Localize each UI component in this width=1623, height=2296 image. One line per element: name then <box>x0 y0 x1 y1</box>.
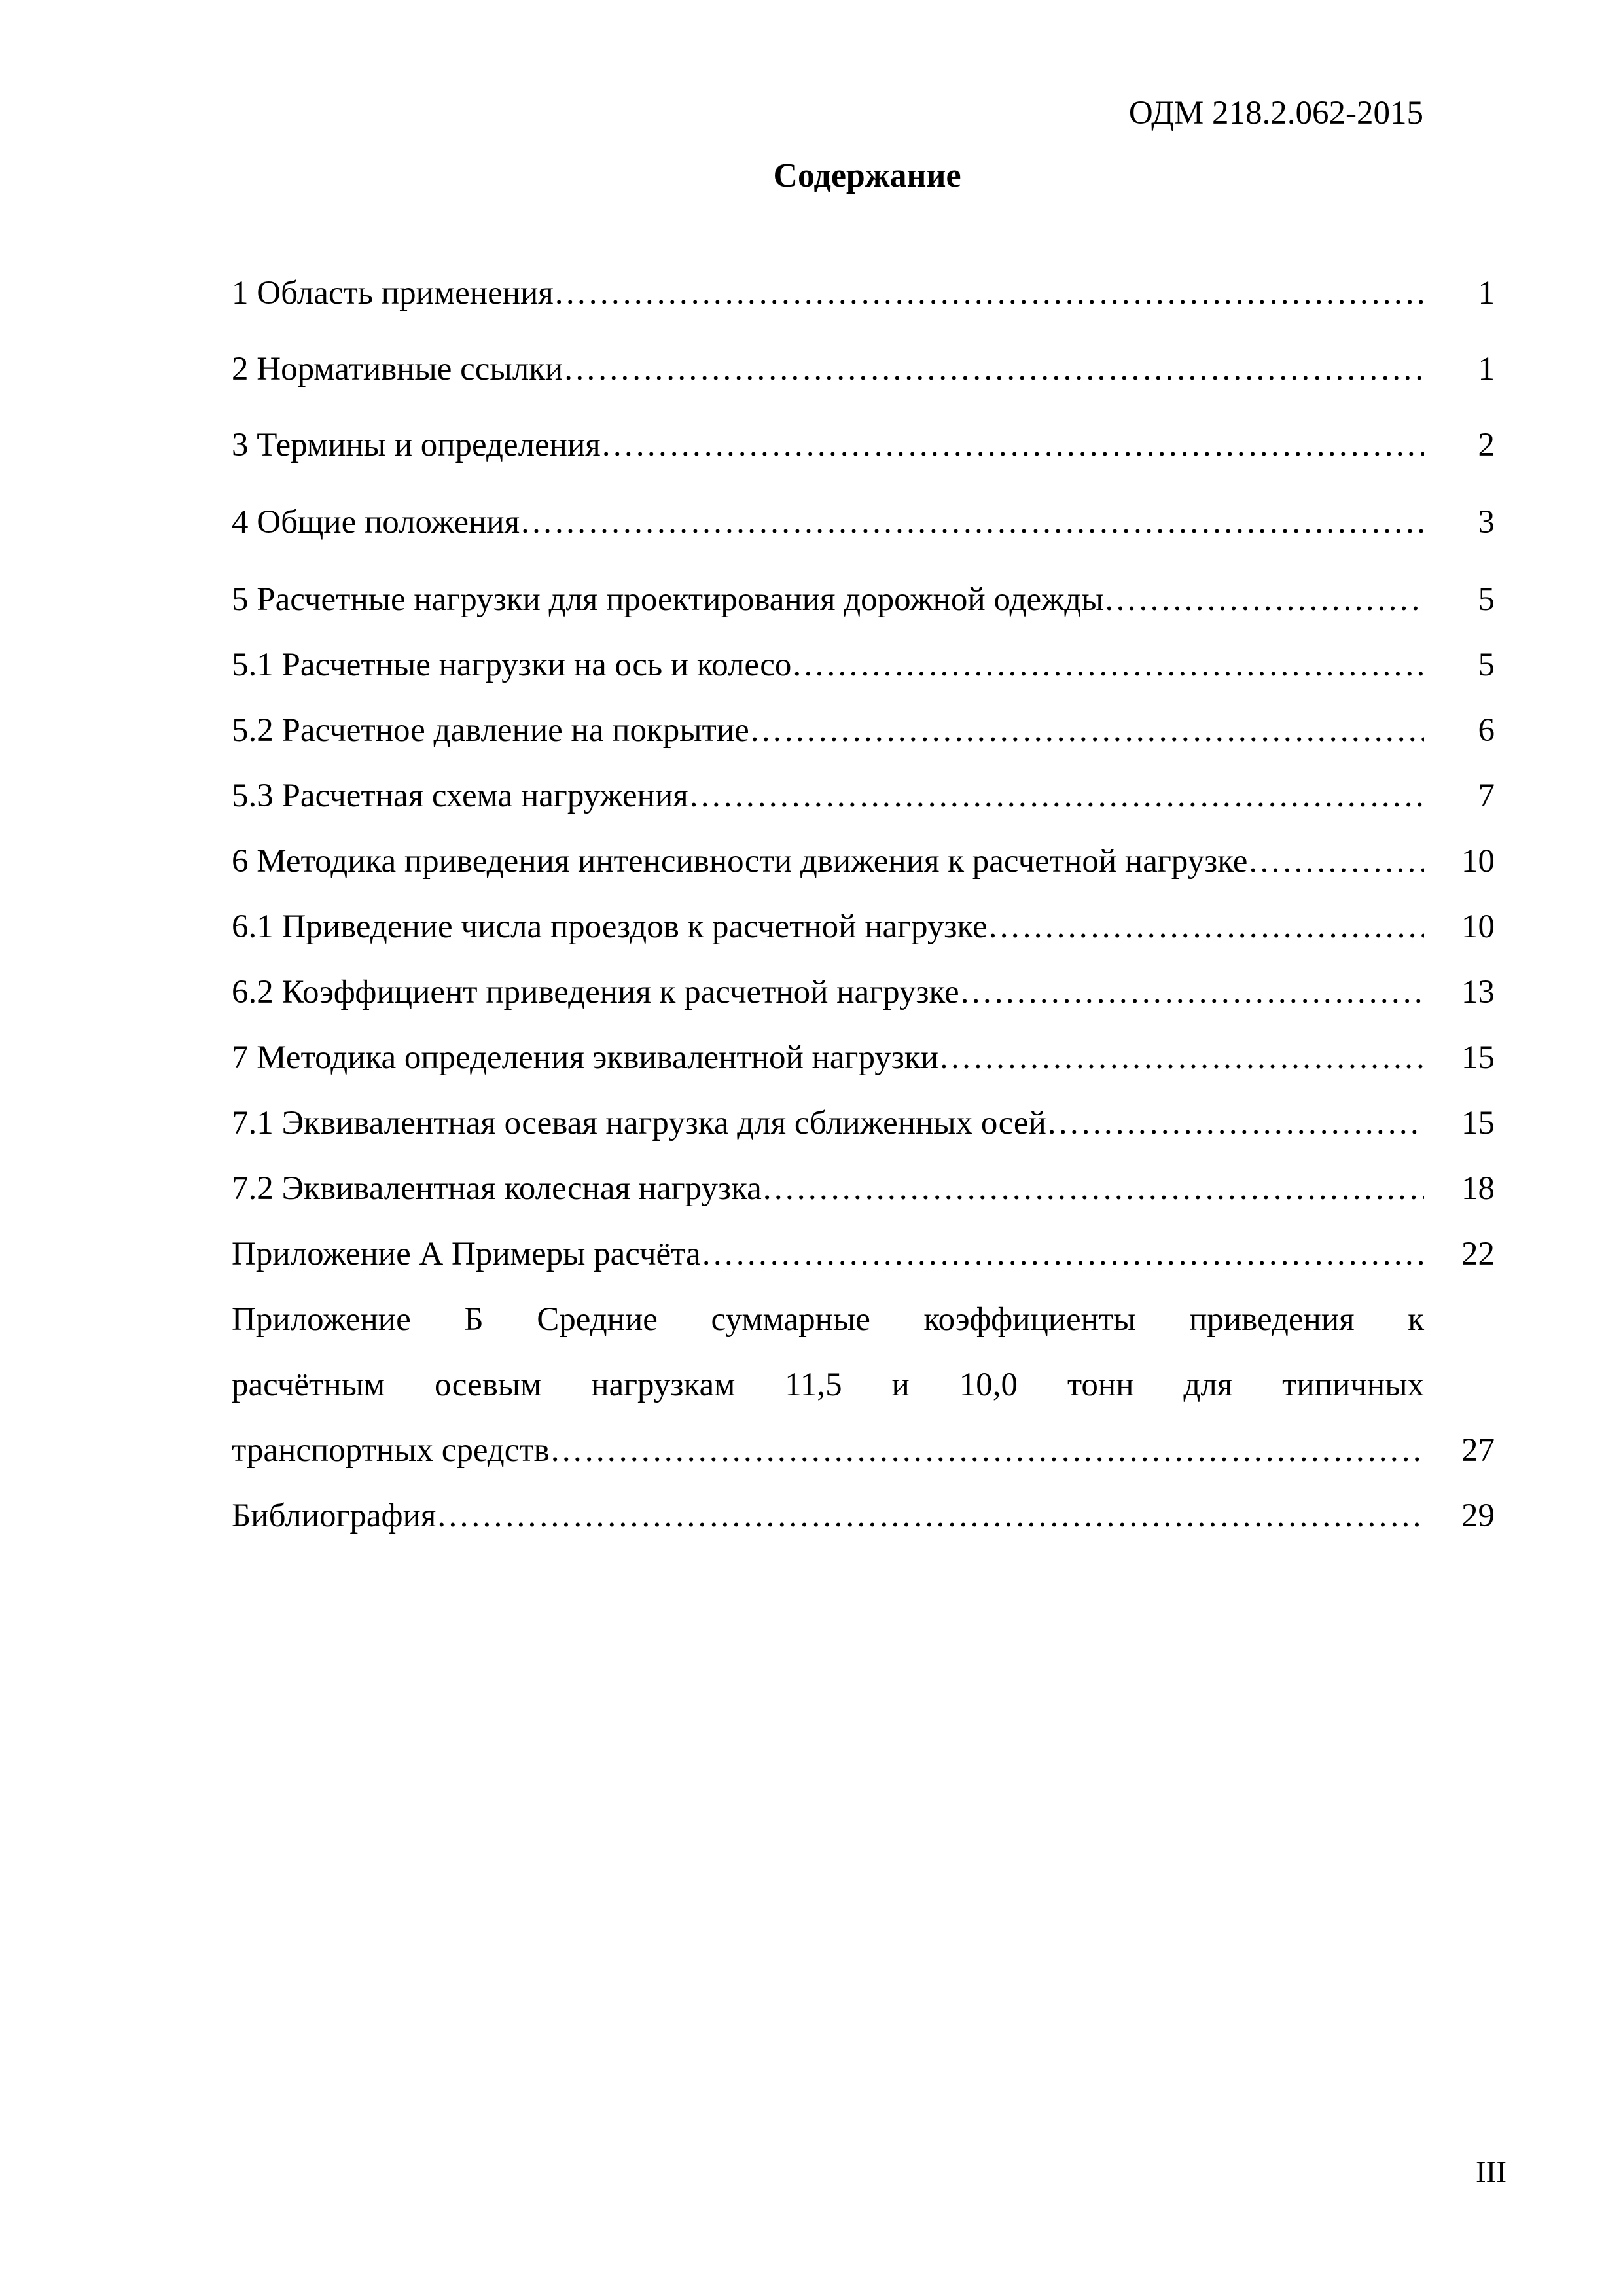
toc-entry[interactable] <box>232 711 1495 750</box>
toc-entry-title: 7.2 Эквивалентная колесная нагрузка <box>232 1170 762 1207</box>
toc-leader <box>1247 842 1424 881</box>
toc-entry[interactable] <box>232 842 1495 881</box>
toc-entry[interactable] <box>232 907 1495 946</box>
page-title: Содержание <box>773 157 961 194</box>
toc-entry-page: 7 <box>1478 778 1495 814</box>
toc-leader <box>701 1234 1424 1274</box>
toc-entry[interactable] <box>232 1431 1495 1470</box>
toc-entry-page: 2 <box>1478 427 1495 463</box>
toc-entry-page: 10 <box>1461 843 1495 880</box>
toc-leader <box>1104 580 1424 619</box>
toc-entry-title: 7 Методика определения эквивалентной нагрузки <box>232 1039 938 1076</box>
toc-entry-title: 7.1 Эквивалентная осевая нагрузка для сближенных осей <box>232 1105 1046 1141</box>
toc-leader <box>762 1169 1424 1208</box>
toc-entry-page: 13 <box>1461 974 1495 1011</box>
toc-leader <box>554 274 1424 313</box>
toc-entry-title: 2 Нормативные ссылки <box>232 351 563 387</box>
toc-leader <box>791 645 1424 685</box>
toc-entry-page: 3 <box>1478 504 1495 541</box>
toc-entry-page: 1 <box>1478 275 1495 312</box>
toc-entry-title: 4 Общие положения <box>232 504 520 541</box>
toc-entry-page: 18 <box>1461 1170 1495 1207</box>
toc-entry-page: 15 <box>1461 1105 1495 1141</box>
toc-entry[interactable] <box>232 1103 1495 1143</box>
toc-entry[interactable] <box>232 503 1495 542</box>
toc-entry[interactable] <box>232 1169 1495 1208</box>
toc-entry-page: 22 <box>1461 1236 1495 1272</box>
toc-entry-title: 6.2 Коэффициент приведения к расчетной нагрузке <box>232 974 959 1011</box>
toc-entry[interactable] <box>232 645 1495 685</box>
toc-leader <box>601 425 1424 465</box>
toc-entry-line[interactable]: Приложение Б Средние суммарные коэффициенты приведения к <box>232 1301 1424 1338</box>
toc-entry-title: 3 Термины и определения <box>232 427 601 463</box>
toc-entry[interactable] <box>232 776 1495 816</box>
toc-entry-title: Приложение А Примеры расчёта <box>232 1236 701 1272</box>
toc-leader <box>1046 1103 1424 1143</box>
toc-entry[interactable] <box>232 350 1495 389</box>
toc-leader <box>688 776 1424 816</box>
toc-entry-page: 5 <box>1478 581 1495 618</box>
toc-entry-title: транспортных средств <box>232 1432 550 1469</box>
toc-leader <box>938 1038 1424 1077</box>
toc-leader <box>988 907 1424 946</box>
toc-entry[interactable] <box>232 1038 1495 1077</box>
page-number: III <box>1476 2155 1507 2189</box>
toc-entry-page: 15 <box>1461 1039 1495 1076</box>
toc-entry-title: 5 Расчетные нагрузки для проектирования дорожной одежды <box>232 581 1104 618</box>
toc-entry-page: 5 <box>1478 647 1495 683</box>
toc-entry-page: 27 <box>1461 1432 1495 1469</box>
toc-leader <box>520 503 1424 542</box>
toc-entry-title: 5.3 Расчетная схема нагружения <box>232 778 688 814</box>
toc-entry[interactable] <box>232 425 1495 465</box>
toc-entry[interactable] <box>232 580 1495 619</box>
toc-entry[interactable] <box>232 274 1495 313</box>
toc-leader <box>563 350 1424 389</box>
document-code: ОДМ 218.2.062-2015 <box>1128 95 1423 132</box>
toc-entry[interactable] <box>232 973 1495 1012</box>
toc-leader <box>959 973 1424 1012</box>
toc-entry-title: 6.1 Приведение числа проездов к расчетной нагрузке <box>232 908 988 945</box>
toc-entry-title: 6 Методика приведения интенсивности движения к расчетной нагрузке <box>232 843 1248 880</box>
toc-leader <box>436 1496 1424 1535</box>
toc-leader <box>749 711 1424 750</box>
toc-entry-page: 10 <box>1461 908 1495 945</box>
toc-entry[interactable] <box>232 1496 1495 1535</box>
toc-entry-title: 5.1 Расчетные нагрузки на ось и колесо <box>232 647 792 683</box>
toc-entry-title: Библиография <box>232 1498 437 1534</box>
toc-entry-page: 6 <box>1478 712 1495 749</box>
toc-leader <box>550 1431 1424 1470</box>
toc-entry-title: 1 Область применения <box>232 275 554 312</box>
toc-entry[interactable] <box>232 1234 1495 1274</box>
toc-entry-page: 29 <box>1461 1498 1495 1534</box>
toc-entry-page: 1 <box>1478 351 1495 387</box>
toc-entry-title: 5.2 Расчетное давление на покрытие <box>232 712 749 749</box>
toc-entry-line[interactable]: расчётным осевым нагрузкам 11,5 и 10,0 тонн для типичных <box>232 1367 1424 1403</box>
